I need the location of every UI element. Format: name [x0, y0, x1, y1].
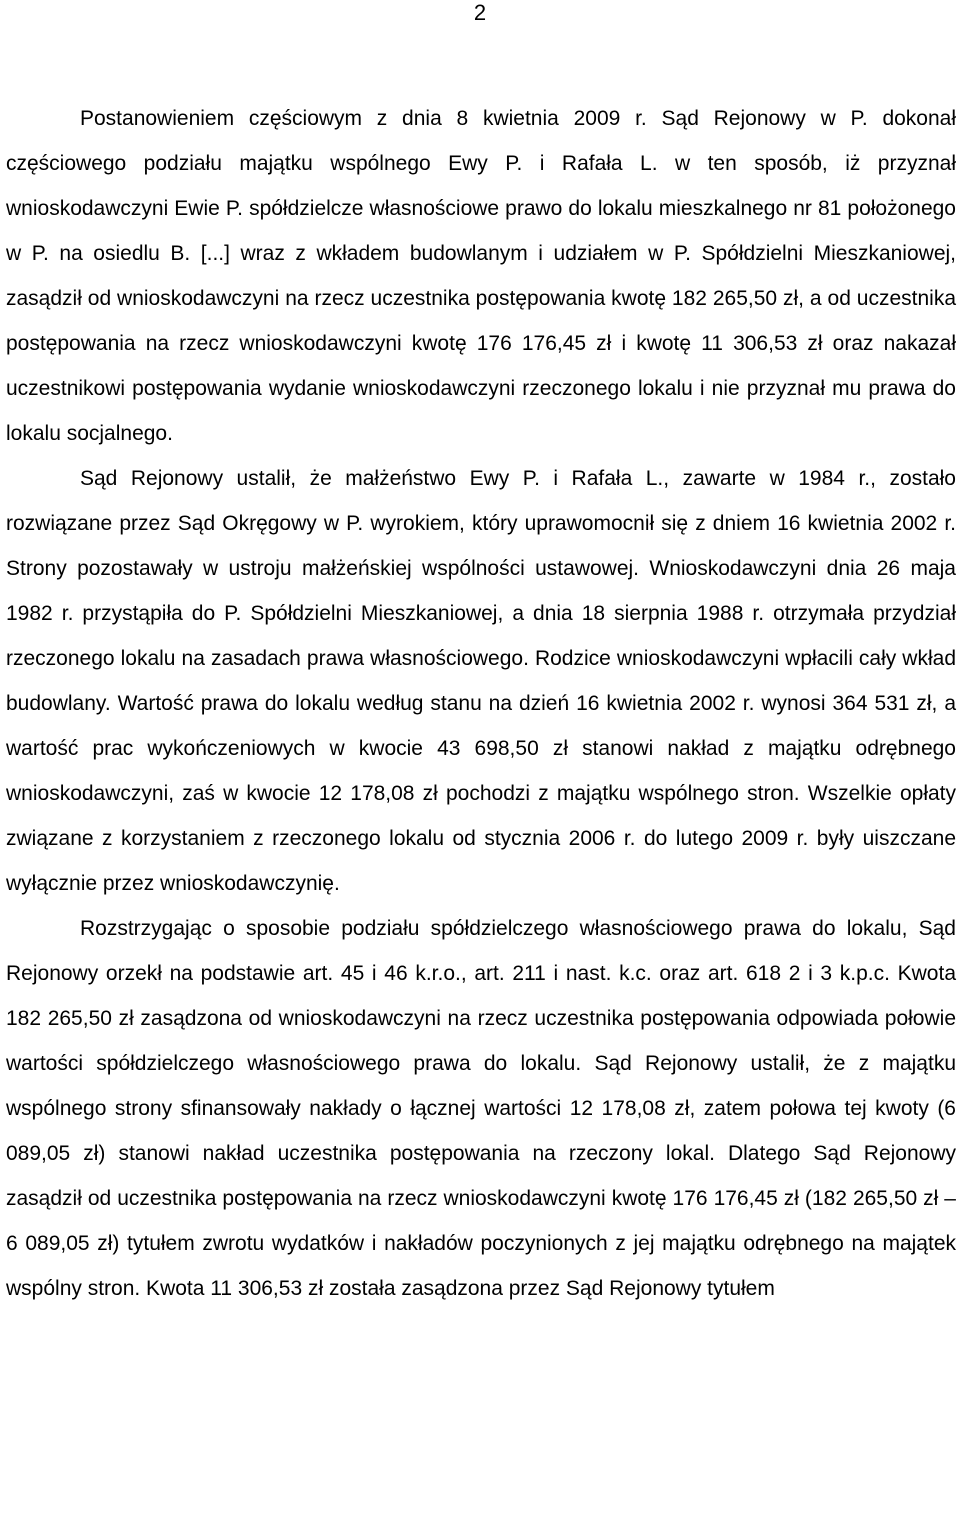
page-number: 2	[473, 0, 487, 25]
paragraph-1: Postanowieniem częściowym z dnia 8 kwietnia 2009 r. Sąd Rejonowy w P. dokonał częściowego podziału majątku wspólnego Ewy P. i Rafała L. w ten sposób, iż przyznał wnioskodawczyni Ewie P. spółdzielcze własnościowe prawo do lokalu mieszkalnego nr 81 położonego w P. na osiedlu B. [...] wraz z wkładem budowlanym i udziałem w P. Spółdzielni Mieszkaniowej, zasądził od wnioskodawczyni na rzecz uczestnika postępowania kwotę 182 265,50 zł, a od uczestnika postępowania na rzecz wnioskodawczyni kwotę 176 176,45 zł i kwotę 11 306,53 zł oraz nakazał uczestnikowi postępowania wydanie wnioskodawczyni rzeczonego lokalu i nie przyznał mu prawa do lokalu socjalnego.	[6, 107, 956, 445]
paragraph-2: Sąd Rejonowy ustalił, że małżeństwo Ewy P. i Rafała L., zawarte w 1984 r., zostało rozwiązane przez Sąd Okręgowy w P. wyrokiem, który uprawomocnił się z dniem 16 kwietnia 2002 r. Strony pozostawały w ustroju małżeńskiej wspólności ustawowej. Wnioskodawczyni dnia 26 maja 1982 r. przystąpiła do P. Spółdzielni Mieszkaniowej, a dnia 18 sierpnia 1988 r. otrzymała przydział rzeczonego lokalu na zasadach prawa własnościowego. Rodzice wnioskodawczyni wpłacili cały wkład budowlany. Wartość prawa do lokalu według stanu na dzień 16 kwietnia 2002 r. wynosi 364 531 zł, a wartość prac wykończeniowych w kwocie 43 698,50 zł stanowi nakład z majątku odrębnego wnioskodawczyni, zaś w kwocie 12 178,08 zł pochodzi z majątku wspólnego stron. Wszelkie opłaty związane z korzystaniem z rzeczonego lokalu od stycznia 2006 r. do lutego 2009 r. były uiszczane wyłącznie przez wnioskodawczynię.	[6, 467, 956, 895]
document-body	[6, 96, 956, 1311]
paragraph-3: Rozstrzygając o sposobie podziału spółdzielczego własnościowego prawa do lokalu, Sąd Rejonowy orzekł na podstawie art. 45 i 46 k.r.o., art. 211 i nast. k.c. oraz art. 618 2 i 3 k.p.c. Kwota 182 265,50 zł zasądzona od wnioskodawczyni na rzecz uczestnika postępowania odpowiada połowie wartości spółdzielczego własnościowego prawa do lokalu. Sąd Rejonowy ustalił, że z majątku wspólnego strony sfinansowały nakłady o łącznej wartości 12 178,08 zł, zatem połowa tej kwoty (6 089,05 zł) stanowi nakład uczestnika postępowania na rzeczony lokal. Dlatego Sąd Rejonowy zasądził od uczestnika postępowania na rzecz wnioskodawczyni kwotę 176 176,45 zł (182 265,50 zł – 6 089,05 zł) tytułem zwrotu wydatków i nakładów poczynionych z jej majątku odrębnego na majątek wspólny stron. Kwota 11 306,53 zł została zasądzona przez Sąd Rejonowy tytułem	[6, 917, 956, 1300]
